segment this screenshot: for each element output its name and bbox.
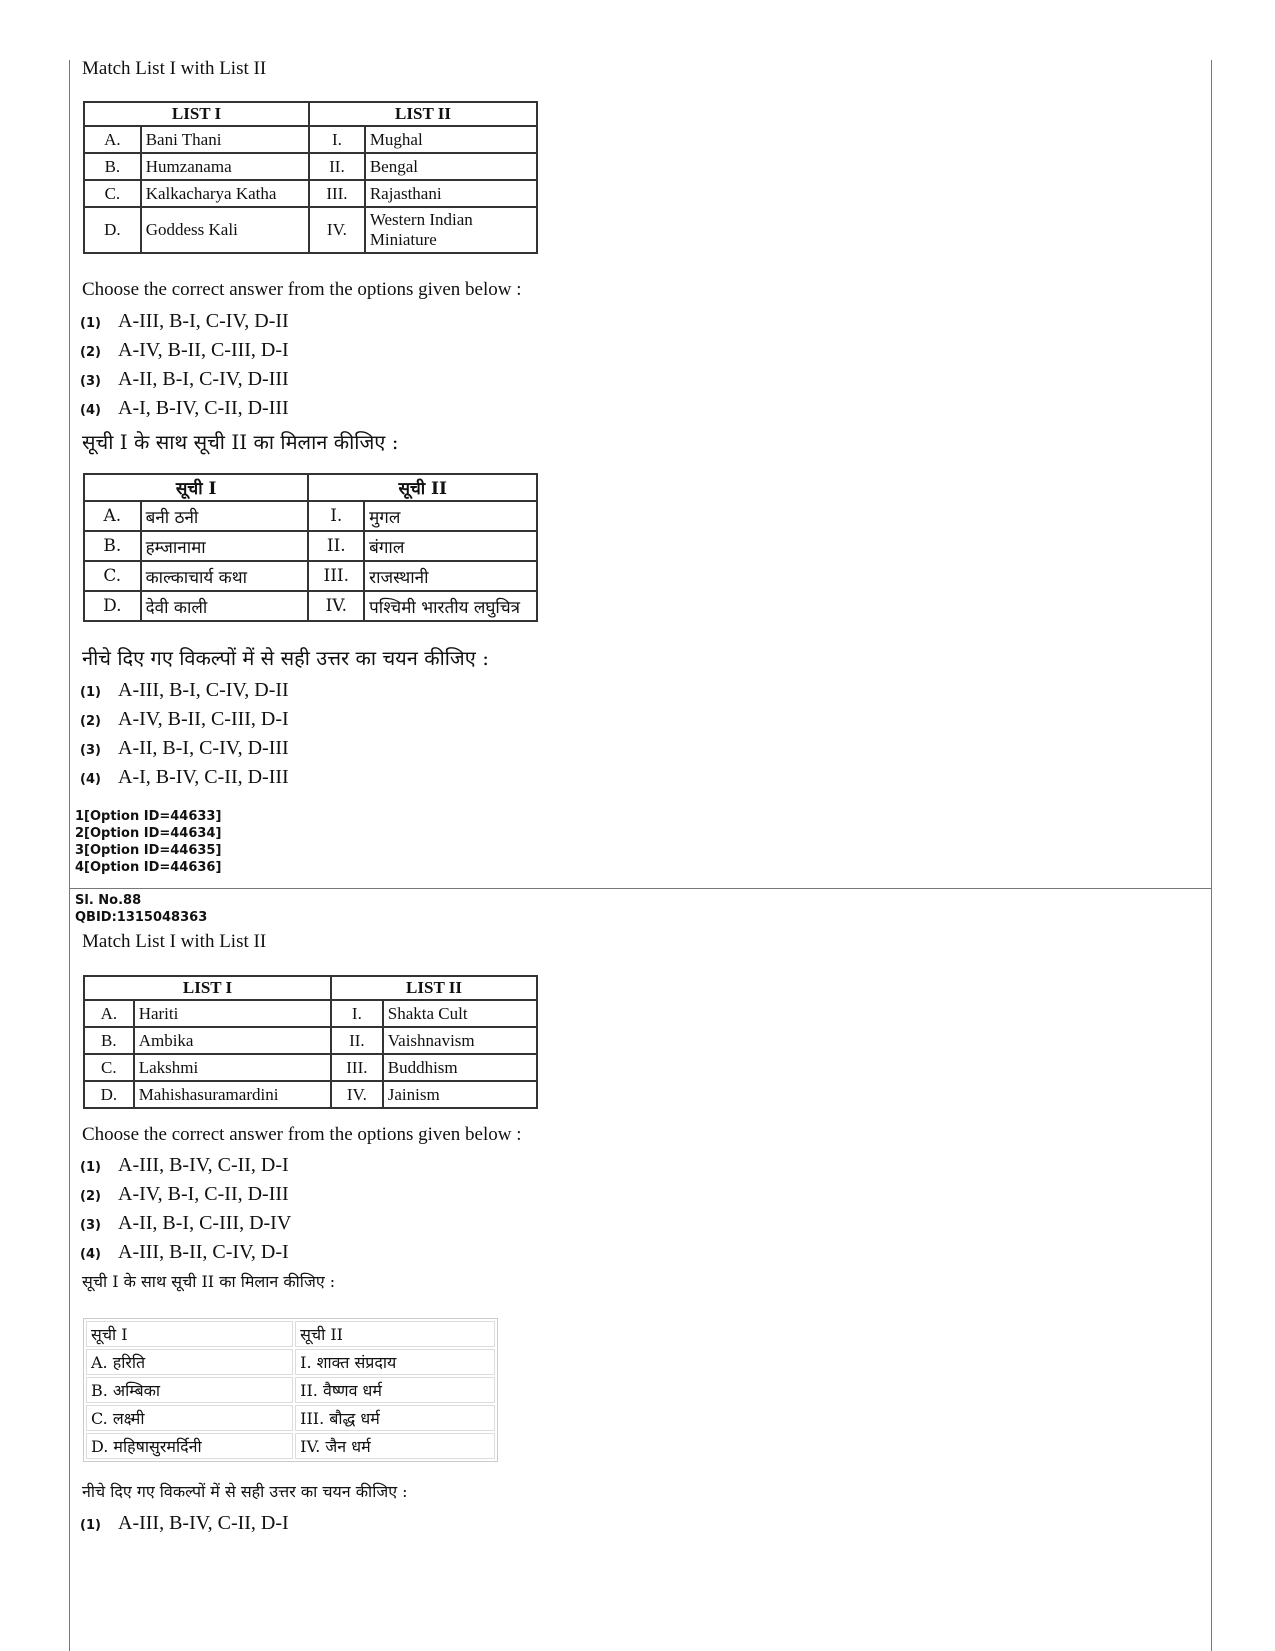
row-numeral: IV.	[309, 207, 365, 253]
question-separator	[69, 888, 1212, 889]
q87-option-en-4: (4) A-I, B-IV, C-II, D-III	[80, 397, 289, 419]
list1-item: A. हरिति	[86, 1349, 293, 1375]
table-row	[84, 531, 537, 561]
q88-match-table-hi	[83, 1318, 498, 1462]
list1-item: बनी ठनी	[141, 501, 309, 531]
list2-item: राजस्थानी	[364, 561, 537, 591]
q87-table-en-header-list2: LIST II	[309, 102, 537, 126]
list1-item: Hariti	[134, 1000, 331, 1027]
list2-item: II. वैष्णव धर्म	[295, 1377, 495, 1403]
q88-option-hi-1: (1) A-III, B-IV, C-II, D-I	[80, 1512, 289, 1534]
row-numeral: III.	[309, 180, 365, 207]
q87-option-en-1: (1) A-III, B-I, C-IV, D-II	[80, 310, 289, 332]
table-row	[84, 1000, 537, 1027]
table-row	[84, 126, 537, 153]
q87-option-hi-4: (4) A-I, B-IV, C-II, D-III	[80, 766, 289, 788]
list1-item: C. लक्ष्मी	[86, 1405, 293, 1431]
row-numeral: II.	[331, 1027, 383, 1054]
q87-choose-hi: नीचे दिए गए विकल्पों में से सही उत्तर का चयन कीजिए :	[82, 646, 489, 670]
list2-item: बंगाल	[364, 531, 537, 561]
row-numeral: III.	[331, 1054, 383, 1081]
q88-table-en-header-list1: LIST I	[84, 976, 331, 1000]
q88-stem-en: Match List I with List II	[82, 931, 267, 952]
q87-table-hi-header-list1: सूची I	[84, 474, 308, 501]
list2-item: पश्चिमी भारतीय लघुचित्र	[364, 591, 537, 621]
q87-option-hi-1: (1) A-III, B-I, C-IV, D-II	[80, 679, 289, 701]
q87-table-hi-header-list2: सूची II	[308, 474, 537, 501]
row-label: C.	[84, 1054, 134, 1081]
q88-choose-hi: नीचे दिए गए विकल्पों में से सही उत्तर का चयन कीजिए :	[82, 1482, 408, 1501]
list2-item: I. शाक्त संप्रदाय	[295, 1349, 495, 1375]
q88-choose-en: Choose the correct answer from the options given below :	[82, 1124, 522, 1145]
table-row	[84, 1081, 537, 1108]
q88-option-en-1: (1) A-III, B-IV, C-II, D-I	[80, 1154, 289, 1176]
row-label: B.	[84, 153, 141, 180]
row-numeral: IV.	[331, 1081, 383, 1108]
row-label: C.	[84, 180, 141, 207]
q87-option-en-2: (2) A-IV, B-II, C-III, D-I	[80, 339, 289, 361]
q87-option-hi-2: (2) A-IV, B-II, C-III, D-I	[80, 708, 289, 730]
q87-option-ids	[75, 808, 221, 876]
list1-item: काल्काचार्य कथा	[141, 561, 309, 591]
q87-option-en-3: (3) A-II, B-I, C-IV, D-III	[80, 368, 289, 390]
page-right-border	[1211, 60, 1212, 1651]
row-numeral: II.	[308, 531, 364, 561]
row-label: B.	[84, 1027, 134, 1054]
row-numeral: I.	[309, 126, 365, 153]
list2-item: Jainism	[383, 1081, 537, 1108]
list1-header: सूची I	[86, 1321, 293, 1347]
q88-qbid: QBID:1315048363	[75, 910, 208, 925]
table-row	[84, 501, 537, 531]
list2-item: IV. जैन धर्म	[295, 1433, 495, 1459]
row-numeral: I.	[331, 1000, 383, 1027]
option-id: 2[Option ID=44634]	[75, 826, 222, 841]
row-numeral: III.	[308, 561, 364, 591]
q87-choose-en: Choose the correct answer from the options given below :	[82, 279, 522, 300]
row-label: A.	[84, 1000, 134, 1027]
table-row	[86, 1377, 495, 1403]
q88-sl-no: Sl. No.88	[75, 893, 142, 908]
table-row	[84, 1054, 537, 1081]
list2-item: Mughal	[365, 126, 537, 153]
table-row	[84, 153, 537, 180]
table-row	[86, 1321, 495, 1347]
list2-item: Bengal	[365, 153, 537, 180]
list1-item: B. अम्बिका	[86, 1377, 293, 1403]
list2-item: Shakta Cult	[383, 1000, 537, 1027]
q87-option-hi-3: (3) A-II, B-I, C-IV, D-III	[80, 737, 289, 759]
row-label: D.	[84, 1081, 134, 1108]
list1-item: D. महिषासुरमर्दिनी	[86, 1433, 293, 1459]
row-label: A.	[84, 126, 141, 153]
q87-table-en-header-list1: LIST I	[84, 102, 309, 126]
row-numeral: I.	[308, 501, 364, 531]
list1-item: Humzanama	[141, 153, 309, 180]
list2-item: Western Indian Miniature	[365, 207, 537, 253]
option-id: 1[Option ID=44633]	[75, 809, 222, 824]
list2-item: Buddhism	[383, 1054, 537, 1081]
q88-stem-hi: सूची I के साथ सूची II का मिलान कीजिए :	[82, 1272, 336, 1291]
table-row	[86, 1433, 495, 1459]
q87-stem-en: Match List I with List II	[82, 58, 267, 79]
q88-option-en-4: (4) A-III, B-II, C-IV, D-I	[80, 1241, 289, 1263]
table-row	[84, 180, 537, 207]
table-row	[84, 561, 537, 591]
option-id: 4[Option ID=44636]	[75, 860, 222, 875]
table-row	[86, 1349, 495, 1375]
row-label: A.	[84, 501, 141, 531]
q88-option-en-3: (3) A-II, B-I, C-III, D-IV	[80, 1212, 292, 1234]
list2-item: Rajasthani	[365, 180, 537, 207]
q87-match-table-en	[83, 101, 538, 254]
q87-match-table-hi	[83, 473, 538, 622]
list1-item: हम्जानामा	[141, 531, 309, 561]
table-row	[84, 207, 537, 253]
page-left-border	[69, 60, 70, 1651]
q87-stem-hi: सूची I के साथ सूची II का मिलान कीजिए :	[82, 430, 399, 454]
table-row	[86, 1405, 495, 1431]
row-numeral: II.	[309, 153, 365, 180]
row-numeral: IV.	[308, 591, 364, 621]
list1-item: Goddess Kali	[141, 207, 309, 253]
q88-option-en-2: (2) A-IV, B-I, C-II, D-III	[80, 1183, 289, 1205]
list2-item: Vaishnavism	[383, 1027, 537, 1054]
row-label: C.	[84, 561, 141, 591]
list1-item: देवी काली	[141, 591, 309, 621]
option-id: 3[Option ID=44635]	[75, 843, 222, 858]
list2-item: III. बौद्ध धर्म	[295, 1405, 495, 1431]
row-label: D.	[84, 207, 141, 253]
row-label: B.	[84, 531, 141, 561]
list1-item: Lakshmi	[134, 1054, 331, 1081]
list1-item: Ambika	[134, 1027, 331, 1054]
q88-header	[75, 892, 207, 926]
q88-table-en-header-list2: LIST II	[331, 976, 537, 1000]
q88-match-table-en	[83, 975, 538, 1109]
list1-item: Kalkacharya Katha	[141, 180, 309, 207]
list1-item: Bani Thani	[141, 126, 309, 153]
list2-item: मुगल	[364, 501, 537, 531]
row-label: D.	[84, 591, 141, 621]
list1-item: Mahishasuramardini	[134, 1081, 331, 1108]
table-row	[84, 1027, 537, 1054]
list2-header: सूची II	[295, 1321, 495, 1347]
table-row	[84, 591, 537, 621]
